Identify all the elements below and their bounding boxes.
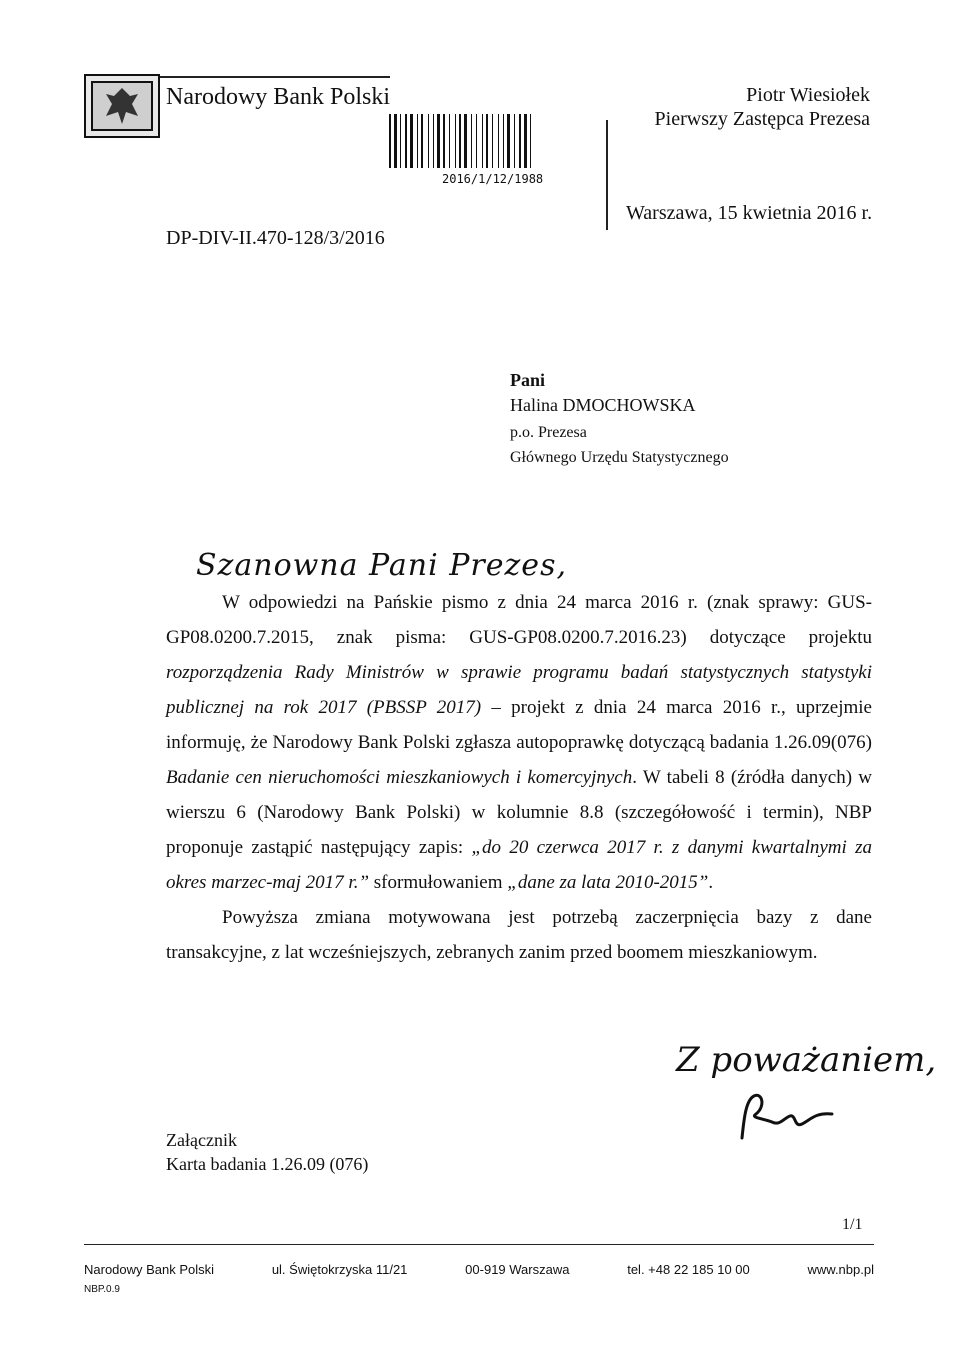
addressee-line-1: Pani — [510, 370, 546, 390]
bank-logo-icon — [84, 74, 160, 138]
footer-bank: Narodowy Bank Polski — [84, 1262, 215, 1277]
p1-text-1: W odpowiedzi na Pańskie pismo z dnia 24 marca 2016 r. (znak sprawy: GUS-GP08.0200.7.2015, znak pisma: GUS-GP08.0200.7.2016.23) dotyczące projektu — [166, 592, 872, 648]
barcode-number: 2016/1/12/1988 — [442, 172, 544, 186]
reference-number: DP-DIV-II.470-128/3/2016 — [166, 227, 385, 249]
p1-text-2: – projekt z dnia 24 marca 2016 r., uprzejmie informuję, że Narodowy Bank Polski zgłasza autopoprawkę dotyczącą badania 1.26.09(076) — [166, 697, 872, 753]
salutation: Szanowna Pani Prezes, — [196, 548, 567, 583]
footer-rule — [84, 1244, 874, 1245]
footer-code: NBP.0.9 — [84, 1284, 120, 1295]
signature-icon — [732, 1088, 842, 1144]
footer-city: 00-919 Warszawa — [465, 1262, 570, 1277]
enclosure-item: Karta badania 1.26.09 (076) — [166, 1154, 369, 1174]
page-number: 1/1 — [842, 1216, 863, 1233]
p1-italic-3: „do 20 czerwca 2017 r. z danymi kwartalnymi za okres marzec-maj 2017 r.” — [166, 837, 873, 893]
addressee-line-2: Halina DMOCHOWSKA — [510, 395, 696, 415]
addressee-line-3: p.o. Prezesa — [510, 424, 587, 441]
barcode-icon — [385, 110, 590, 172]
letter-date: Warszawa, 15 kwietnia 2016 r. — [626, 202, 873, 224]
header-rule — [160, 76, 390, 78]
addressee-line-4: Głównego Urzędu Statystycznego — [510, 449, 729, 466]
p1-text-5: . — [708, 872, 714, 893]
footer-address: ul. Świętokrzyska 11/21 — [271, 1262, 408, 1277]
body-paragraph-2: Powyższa zmiana motywowana jest potrzebą zaczerpnięcia bazy z dane transakcyjne, z lat wcześniejszych, zebranych zanim przed boomem mieszkaniowym. — [166, 907, 872, 963]
enclosure-title: Załącznik — [166, 1130, 237, 1150]
footer — [84, 1262, 874, 1277]
body-paragraph-1 — [166, 585, 872, 900]
signer-name: Piotr Wiesiołek — [746, 84, 870, 106]
signer-title: Pierwszy Zastępca Prezesa — [654, 108, 870, 130]
closing: Z poważaniem, — [676, 1040, 937, 1080]
p1-italic-4: „dane za lata 2010-2015” — [507, 872, 709, 893]
p1-italic-2: Badanie cen nieruchomości mieszkaniowych i komercyjnych — [166, 767, 633, 788]
letter-body — [166, 585, 872, 970]
p1-italic-1: rozporządzenia Rady Ministrów w sprawie programu badań statystycznych statystyki publicznej na rok 2017 (PBSSP 2017) — [166, 662, 872, 718]
header-divider — [606, 120, 608, 230]
p1-text-4: sformułowaniem — [369, 872, 508, 893]
p1-text-3: . W tabeli 8 (źródła danych) w wierszu 6 (Narodowy Bank Polski) w kolumnie 8.8 (szczegółowość i termin), NBP proponuje zastąpić następujący zapis: — [166, 767, 872, 858]
bank-name: Narodowy Bank Polski — [166, 84, 390, 110]
footer-phone: tel. +48 22 185 10 00 — [627, 1262, 750, 1277]
footer-website: www.nbp.pl — [807, 1262, 874, 1277]
